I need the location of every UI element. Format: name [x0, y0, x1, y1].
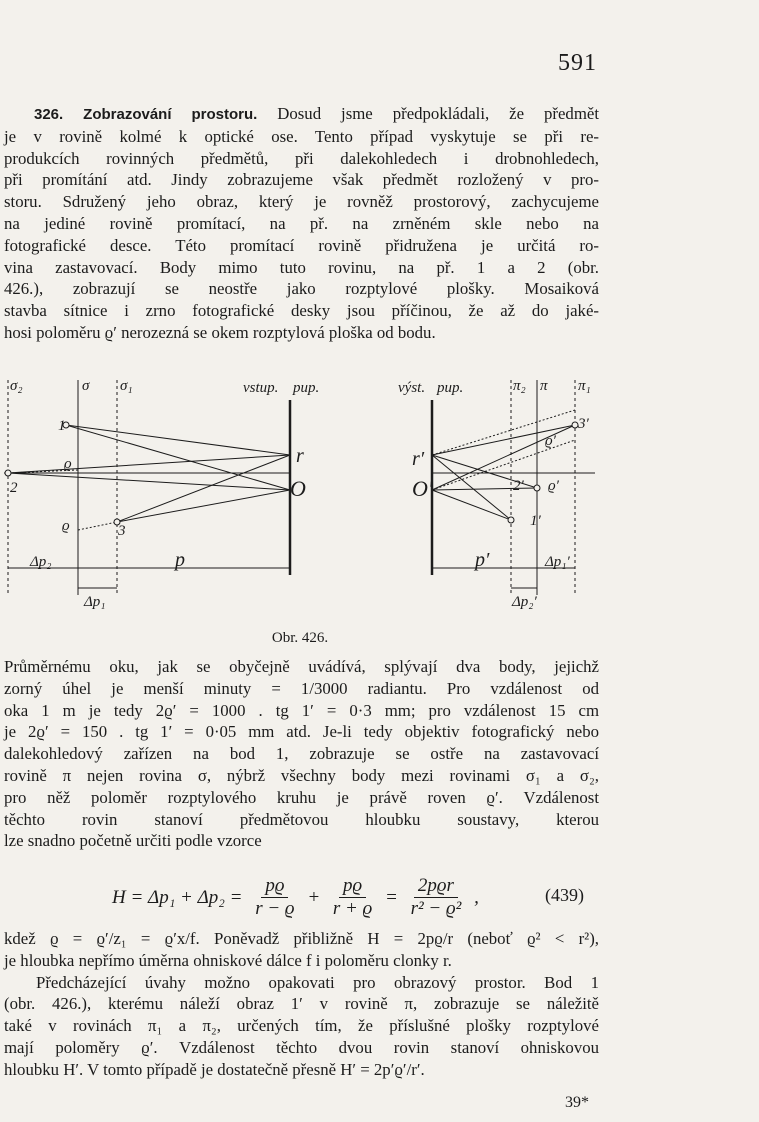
label-r-prime: r′ — [412, 448, 425, 470]
label-O: O — [290, 476, 306, 501]
label-O-prime: O′ — [412, 476, 433, 501]
text-line: na jediné rovině promítací, na př. na zrněném skle nebo na — [4, 213, 599, 233]
ray — [117, 490, 290, 522]
optics-diagram — [0, 370, 600, 620]
text-line: rovině π nejen rovina σ, nýbrž všechny body mezi rovinami σ₁ a σ₂, — [4, 765, 599, 785]
label-sigma1: σ₁ — [120, 378, 133, 394]
label-point-1: 1 — [58, 418, 66, 434]
paragraph-3 — [4, 928, 599, 1081]
signature-mark: 39* — [565, 1094, 589, 1111]
section-number: 326. — [34, 106, 64, 123]
ray — [432, 490, 511, 520]
text-line: Předcházející úvahy možno opakovati pro obrazový prostor. Bod 1 — [36, 972, 599, 992]
label-dp2-prime: Δp₂′ — [512, 594, 537, 610]
fraction — [407, 875, 466, 920]
label-vyst: výst. — [398, 380, 426, 396]
text-line: je hloubka nepřímo úměrna ohniskové dálce f i poloměru clonky r. — [4, 950, 452, 970]
fraction-numerator: 2pϱr — [414, 875, 458, 898]
label-r: r — [296, 445, 304, 467]
text-line: storu. Sdružený jeho obraz, který je rovněž prostorový, zachycujeme — [4, 192, 599, 212]
fraction-denominator: r − ϱ — [255, 898, 295, 919]
label-dp2: Δp₂ — [30, 554, 52, 570]
label-pi: π — [540, 378, 548, 394]
label-point-2-prime: 2′ — [513, 478, 524, 494]
text-line: pro něž poloměr rozptylového kruhu je právě roven ϱ′. Vzdálenost — [4, 787, 599, 807]
label-point-1-prime: 1′ — [530, 513, 541, 529]
label-pup-left: pup. — [293, 380, 320, 396]
text-line: oka 1 m je tedy 2ϱ′ = 1000 . tg 1′ = 0·3 mm; pro vzdálenost 15 cm — [4, 700, 599, 720]
point-1-prime — [534, 485, 540, 491]
equation-number: (439) — [545, 885, 584, 905]
label-sigma: σ — [82, 378, 90, 394]
label-pi2: π₂ — [513, 378, 526, 394]
fraction-denominator: r² − ϱ² — [410, 898, 462, 919]
text-line: zorný úhel je menší minuty = 1/3000 radiantu. Pro vzdálenost od — [4, 678, 599, 698]
equation-body — [112, 875, 479, 920]
text-line: je 2ϱ′ = 150 . tg 1′ = 0·05 mm atd. Je-li tedy objektiv fotografický nebo — [4, 722, 599, 742]
fraction-denominator: r + ϱ — [332, 898, 373, 919]
paragraph-1 — [4, 103, 599, 344]
text-line: vina zastavovací. Body mimo tuto rovinu, na př. 1 a 2 (obr. — [4, 257, 599, 277]
text-line: Průměrnému oku, jak se obyčejně uvádívá, splývají dva body, jejichž — [4, 657, 599, 676]
fraction — [329, 875, 376, 920]
text-line: stavba sítnice i zrno fotografické desky jsou příčinou, že až do jaké- — [4, 301, 599, 321]
point-2-prime — [508, 517, 514, 523]
ray-dashed — [78, 522, 117, 530]
label-rho-prime-a: ϱ′ — [545, 433, 556, 449]
label-dp1: Δp₁ — [84, 594, 106, 610]
label-vstup: vstup. — [243, 380, 279, 396]
label-p: p — [175, 549, 185, 571]
text-line: hloubku H′. V tomto případě je dostatečně přesně H′ = 2p′ϱ′/r′. — [4, 1059, 425, 1079]
fraction-numerator: pϱ — [339, 875, 366, 898]
label-sigma2: σ₂ — [10, 378, 23, 394]
label-rho-lower: ϱ — [62, 518, 70, 534]
label-pup-right: pup. — [437, 380, 464, 396]
fraction — [251, 875, 298, 920]
text-line: 426.), zobrazují se neostře jako rozptylové plošky. Mosaiková — [4, 279, 599, 299]
text-line-content: Dosud jsme předpokládali, že předmět — [277, 104, 599, 123]
text-line: je v rovině kolmé k optické ose. Tento případ vyskytuje se při re- — [4, 126, 599, 146]
text-line: fotografické desce. Této promítací rovině přidružena je určitá ro- — [4, 235, 599, 255]
ray — [8, 455, 290, 473]
figure-426 — [0, 370, 600, 620]
section-title: Zobrazování prostoru. — [83, 106, 258, 123]
label-point-3-prime: 3′ — [578, 416, 589, 432]
figure-caption: Obr. 426. — [271, 630, 329, 646]
label-rho-prime-b: ϱ′ — [548, 478, 559, 494]
label-point-3: 3 — [118, 523, 126, 539]
text-line: také v rovinách π₁ a π₂, určených tím, že příslušné plošky rozptylové — [4, 1016, 599, 1036]
label-dp1-prime: Δp₁′ — [545, 554, 570, 570]
text-line — [4, 103, 599, 126]
text-line: (obr. 426.), kterému náleží obraz 1′ v rovině π, zobrazuje se náležitě — [4, 994, 599, 1014]
ray — [66, 425, 290, 455]
label-rho-upper: ϱ — [64, 456, 72, 472]
text-line: kdež ϱ = ϱ′/z₁ = ϱ′x/f. Poněvadž přibližně H = 2pϱ/r (neboť ϱ² < r²), — [4, 929, 599, 948]
ray — [8, 473, 290, 490]
text-line: hosi poloměru ϱ′ nerozezná se okem rozptylová ploška od bodu. — [4, 322, 436, 342]
text-line: při promítání atd. Jindy zobrazujeme však předmět rozložený v pro- — [4, 170, 599, 190]
eq-plus: + — [307, 886, 321, 908]
eq-lhs: H = Δp₁ + Δp₂ = — [112, 886, 243, 908]
text-line: dalekohledový zařízen na bod 1, zobrazuje se ostře na zastavovací — [4, 744, 599, 764]
text-line: těchto rovin stanoví předmětovou hloubku soustavy, kterou — [4, 809, 599, 829]
eq-equals: = — [385, 886, 398, 908]
text-line: produkcích rovinných předmětů, při dalekohledech i drobnohledech, — [4, 148, 599, 168]
label-pi1: π₁ — [578, 378, 591, 394]
point-2 — [5, 470, 11, 476]
text-line: lze snadno početně určiti podle vzorce — [4, 831, 262, 851]
equation-439 — [0, 875, 600, 925]
fraction-numerator: pϱ — [261, 875, 288, 898]
ray — [432, 455, 511, 520]
label-p-prime: p′ — [475, 549, 490, 571]
page-number: 591 — [558, 50, 597, 76]
eq-tail: , — [474, 886, 479, 908]
text-line: mají poloměry ϱ′. Vzdálenost těchto dvou rovin stanoví ohniskovou — [4, 1037, 599, 1057]
label-point-2: 2 — [10, 480, 18, 496]
paragraph-2 — [4, 656, 599, 852]
